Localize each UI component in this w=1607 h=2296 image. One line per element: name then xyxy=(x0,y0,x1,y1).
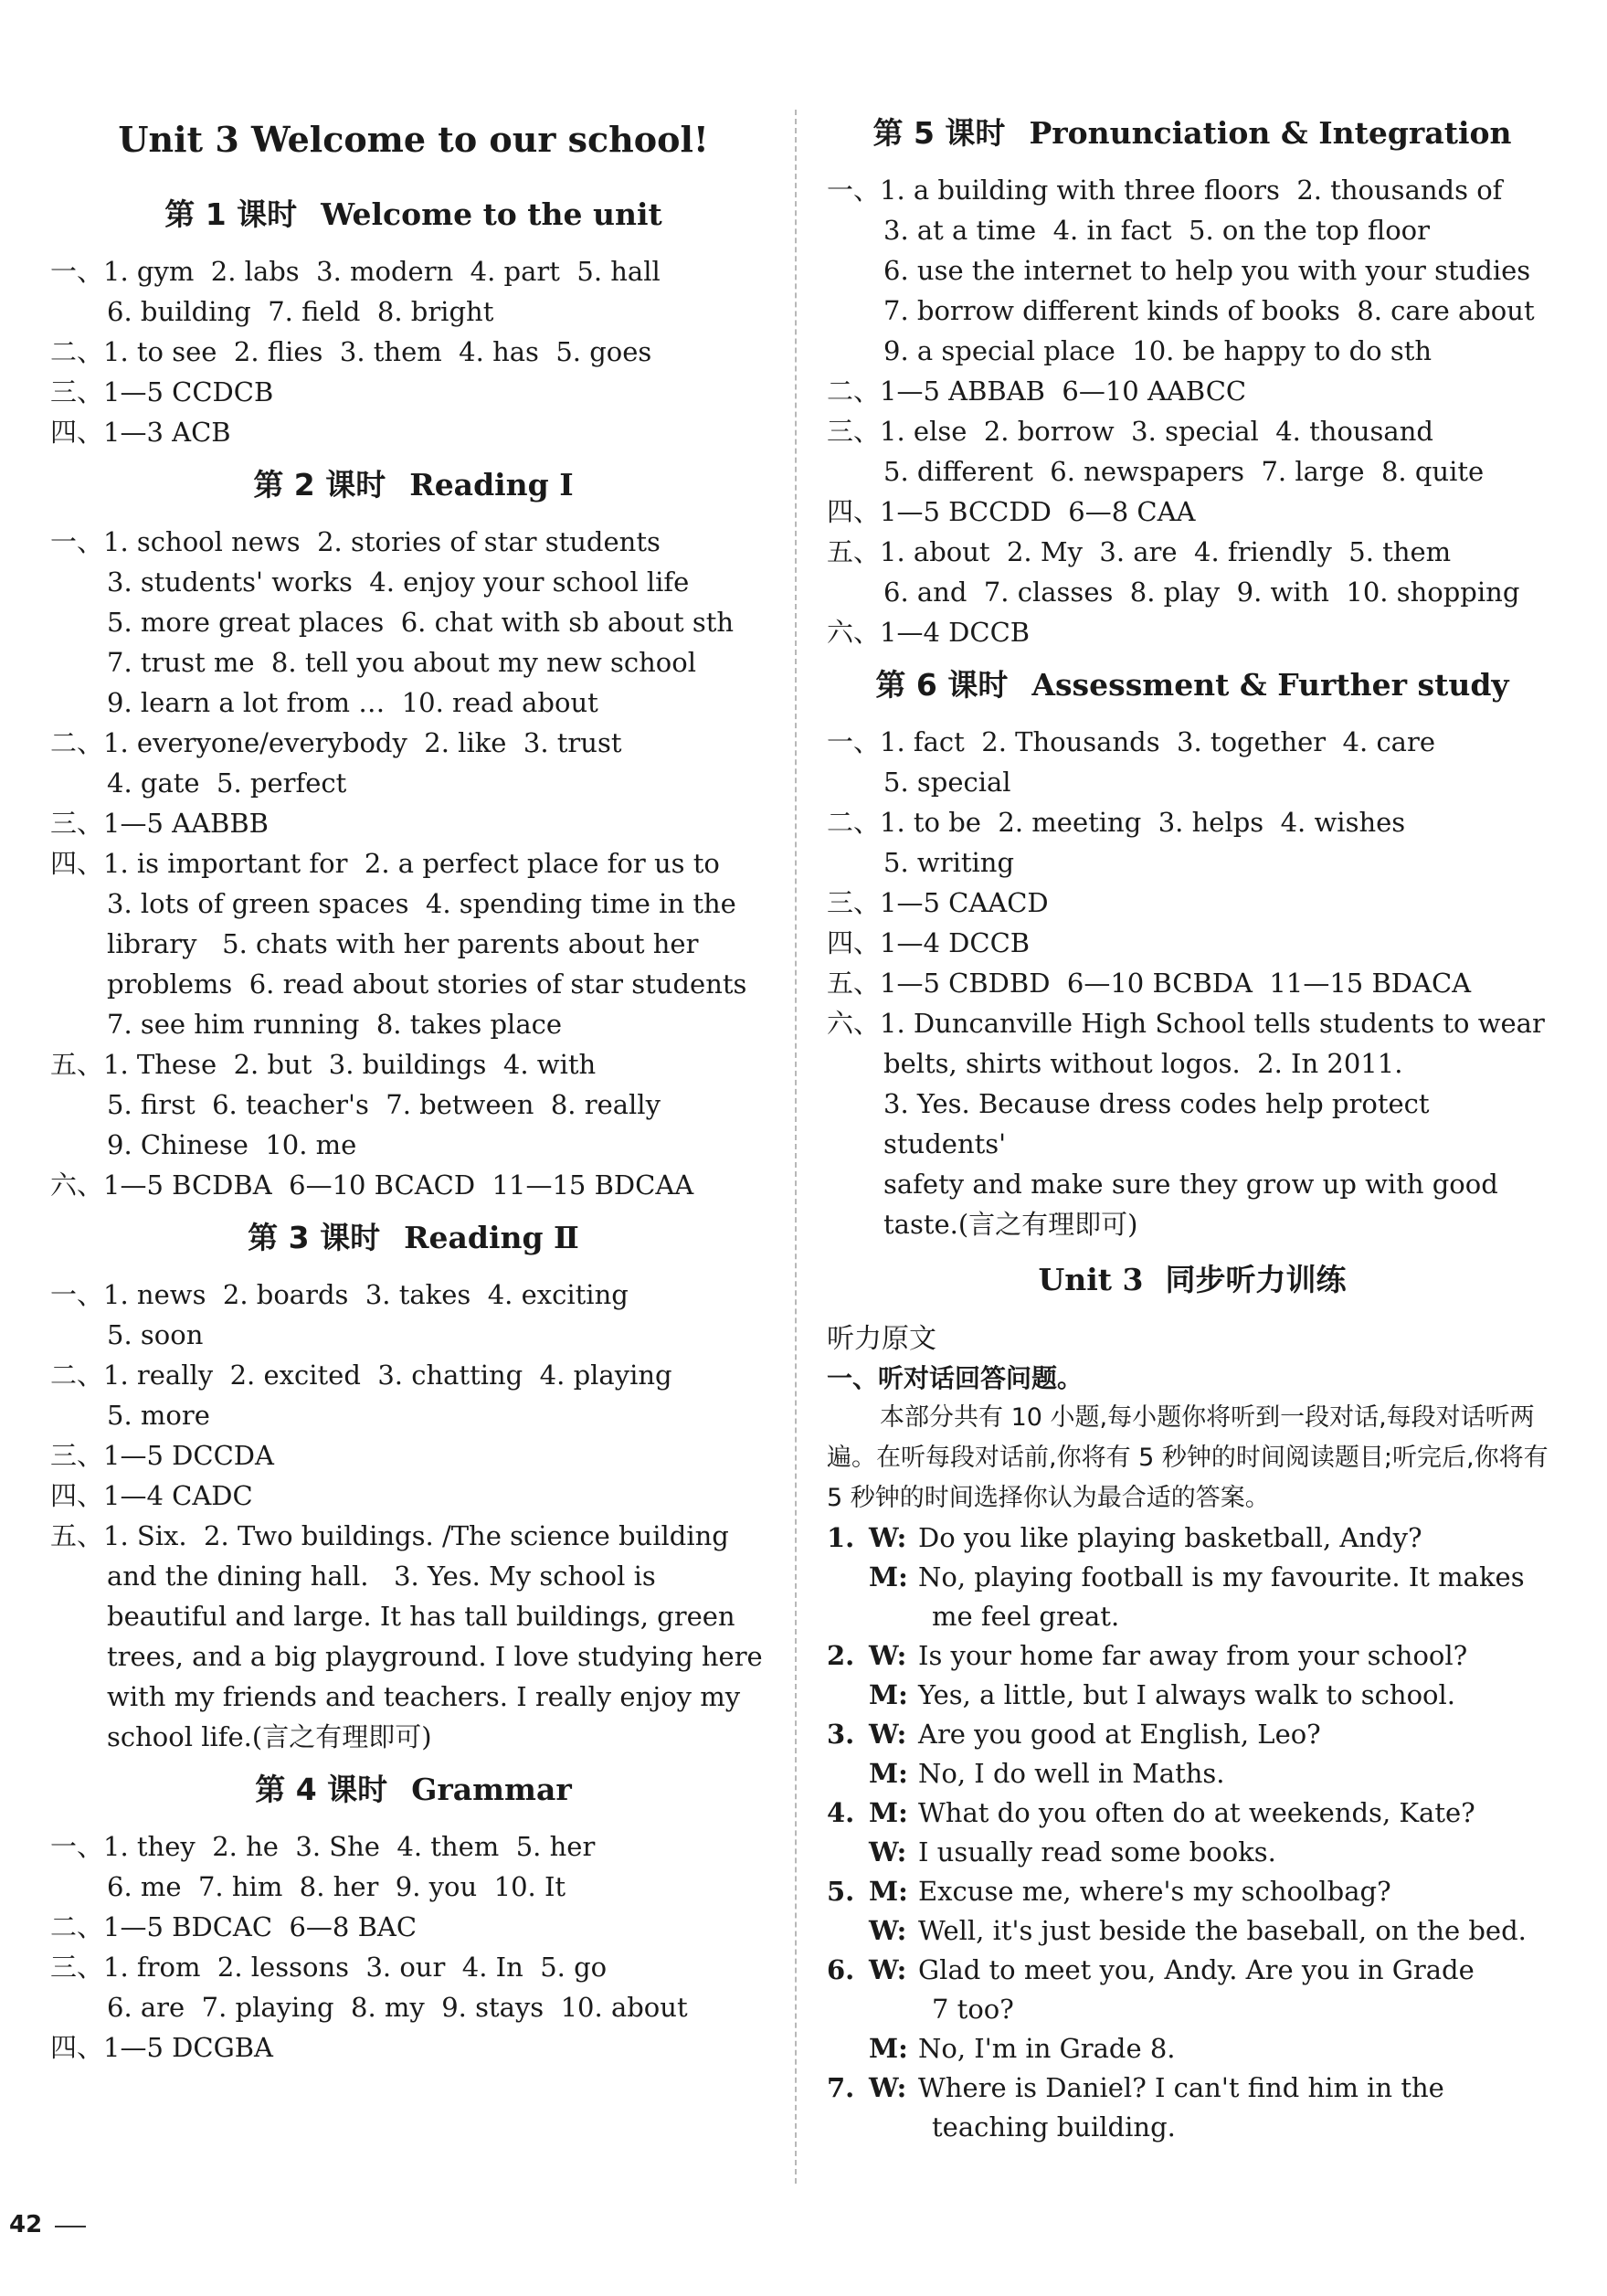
dialogue-text: No, I'm in Grade 8. xyxy=(918,2033,1176,2064)
answer-text: belts, shirts without logos. 2. In 2011. xyxy=(883,1048,1403,1079)
question-group-index: 二、 xyxy=(827,807,881,838)
answer-line xyxy=(827,291,1558,331)
question-group-index: 三、 xyxy=(50,1440,104,1471)
column-divider xyxy=(795,110,797,2184)
answer-line xyxy=(827,532,1558,572)
answer-line xyxy=(827,612,1558,652)
question-group-index: 四、 xyxy=(50,1480,104,1511)
answer-text: safety and make sure they grow up with good xyxy=(883,1169,1498,1200)
answer-line xyxy=(50,803,777,843)
answer-text: taste.(言之有理即可) xyxy=(883,1209,1138,1240)
listening-instructions: 本部分共有 10 小题,每小题你将听到一段对话,每段对话听两遍。在听每段对话前,你将有 5 秒钟的时间阅读题目;听完后,你将有 5 秒钟的时间选择你认为最合适的答案。 xyxy=(827,1403,1549,1512)
section-title xyxy=(50,195,777,235)
dialogue-text: Do you like playing basketball, Andy? xyxy=(918,1522,1422,1553)
answer-text: 1. they 2. he 3. She 4. them 5. her xyxy=(103,1831,596,1862)
answer-text: 1. These 2. but 3. buildings 4. with xyxy=(103,1049,597,1080)
answer-line xyxy=(50,291,777,332)
answer-line xyxy=(827,722,1558,762)
answer-text: 1. Duncanville High School tells students to wear xyxy=(880,1008,1545,1039)
answer-line xyxy=(827,963,1558,1003)
answer-line xyxy=(827,842,1558,883)
section-title xyxy=(50,465,777,505)
answer-text: 5. soon xyxy=(107,1319,204,1350)
listening-title xyxy=(827,1259,1558,1301)
answer-line xyxy=(50,2027,777,2068)
question-group-index: 四、 xyxy=(50,417,104,448)
dialogue-text: teaching building. xyxy=(932,2111,1176,2143)
answer-line xyxy=(827,1003,1558,1043)
question-group-index: 一、 xyxy=(50,1831,104,1862)
question-group-index: 一、 xyxy=(50,526,104,557)
dialogue-line xyxy=(827,1518,1558,1558)
answer-line xyxy=(827,1164,1558,1204)
speaker-label: M: xyxy=(869,1758,908,1789)
answer-line xyxy=(827,762,1558,802)
question-group-index: 一、 xyxy=(827,175,881,206)
dialogue-text: Well, it's just beside the baseball, on the bed. xyxy=(918,1915,1527,1946)
question-group-index: 三、 xyxy=(50,808,104,839)
answer-text: 6. use the internet to help you with your studies xyxy=(883,255,1531,286)
listening-script-heading: 听力原文 xyxy=(827,1323,936,1355)
question-group-index: 四、 xyxy=(50,848,104,879)
answer-text: 1—5 CAACD xyxy=(880,887,1049,918)
question-group-index: 三、 xyxy=(827,416,881,447)
answer-line xyxy=(827,371,1558,411)
answer-text: 1—4 DCCB xyxy=(880,927,1031,958)
answer-line xyxy=(50,1826,777,1867)
speaker-label: M: xyxy=(869,1561,908,1592)
answer-text: 1. to see 2. flies 3. them 4. has 5. goes xyxy=(103,336,652,367)
answer-text: beautiful and large. It has tall buildings, green xyxy=(107,1601,735,1632)
dialogue-text: What do you often do at weekends, Kate? xyxy=(918,1797,1475,1828)
dialogue-text: No, I do well in Maths. xyxy=(918,1758,1225,1789)
listening-unit: Unit 3 xyxy=(1038,1262,1144,1297)
dialogue-line xyxy=(827,1793,1558,1833)
dialogue-number: 3. xyxy=(827,1719,855,1750)
speaker-label: M: xyxy=(869,1876,908,1907)
answer-line xyxy=(827,411,1558,451)
answer-text: with my friends and teachers. I really enjoy my xyxy=(107,1681,741,1712)
question-group-index: 一、 xyxy=(50,1279,104,1310)
answer-line xyxy=(50,1987,777,2027)
dialogue-line xyxy=(827,2029,1558,2069)
answer-text: 9. a special place 10. be happy to do sth xyxy=(883,335,1433,366)
answer-text: 3. students' works 4. enjoy your school life xyxy=(107,566,690,598)
answer-text: 6. are 7. playing 8. my 9. stays 10. about xyxy=(107,1992,688,2023)
answer-line xyxy=(50,1556,777,1596)
speaker-label: W: xyxy=(869,1522,907,1553)
question-group-index: 二、 xyxy=(50,1911,104,1942)
dialogue-number: 2. xyxy=(827,1640,855,1671)
dialogue-line xyxy=(827,1597,1558,1636)
answer-line xyxy=(50,1165,777,1205)
section-lesson-number: 第 1 课时 xyxy=(164,196,298,232)
dialogue-text: Glad to meet you, Andy. Are you in Grade xyxy=(918,1954,1475,1985)
section-lesson-number: 第 3 课时 xyxy=(248,1220,381,1255)
question-group-index: 四、 xyxy=(50,2032,104,2063)
answer-line xyxy=(50,682,777,723)
answer-text: 5. writing xyxy=(883,847,1015,878)
question-group-index: 二、 xyxy=(827,376,881,407)
answer-line xyxy=(827,1204,1558,1244)
question-group-index: 一、 xyxy=(827,726,881,757)
answer-text: 6. building 7. field 8. bright xyxy=(107,296,494,327)
speaker-label: M: xyxy=(869,1797,908,1828)
dialogue-number: 4. xyxy=(827,1797,855,1828)
answer-text: 5. different 6. newspapers 7. large 8. quite xyxy=(883,456,1485,487)
answer-line xyxy=(827,1084,1558,1164)
left-column xyxy=(50,101,777,2068)
speaker-label: M: xyxy=(869,1679,908,1710)
dialogue-text: 7 too? xyxy=(932,1994,1014,2025)
answer-text: 3. at a time 4. in fact 5. on the top floor xyxy=(883,215,1430,246)
answer-line xyxy=(50,1085,777,1125)
answer-text: 1—5 DCCDA xyxy=(103,1440,274,1471)
section-title xyxy=(827,113,1558,153)
question-group-index: 六、 xyxy=(827,617,881,648)
dialogue-line xyxy=(827,1990,1558,2029)
answer-text: 5. more great places 6. chat with sb about sth xyxy=(107,607,735,638)
answer-line xyxy=(50,1004,777,1044)
answer-line xyxy=(50,642,777,682)
question-group-index: 二、 xyxy=(50,727,104,758)
speaker-label: W: xyxy=(869,2072,907,2103)
answer-line xyxy=(50,1355,777,1395)
answer-text: 9. Chinese 10. me xyxy=(107,1129,357,1160)
answer-text: 1—5 BDCAC 6—8 BAC xyxy=(103,1911,418,1942)
question-group-index: 四、 xyxy=(827,496,881,527)
answer-line xyxy=(50,1947,777,1987)
dialogue-line xyxy=(827,1558,1558,1597)
answer-text: 1. Six. 2. Two buildings. /The science building xyxy=(103,1520,729,1551)
dialogue-text: Are you good at English, Leo? xyxy=(918,1719,1321,1750)
answer-text: 5. first 6. teacher's 7. between 8. really xyxy=(107,1089,661,1120)
page-number: 42 xyxy=(9,2211,43,2238)
answer-line xyxy=(50,1677,777,1717)
question-group-index: 三、 xyxy=(50,376,104,407)
right-column xyxy=(827,101,1558,2147)
dialogue-line xyxy=(827,2069,1558,2108)
question-group-index: 三、 xyxy=(50,1952,104,1983)
speaker-label: M: xyxy=(869,2033,908,2064)
unit-title: Unit 3 Welcome to our school! xyxy=(118,119,709,160)
section-name: Assessment & Further study xyxy=(1031,667,1509,703)
answer-line xyxy=(50,723,777,763)
section-title xyxy=(50,1218,777,1258)
answer-line xyxy=(50,1717,777,1757)
answer-line xyxy=(50,1516,777,1556)
answer-text: 1—4 DCCB xyxy=(880,617,1031,648)
dialogue-number: 5. xyxy=(827,1876,855,1907)
answer-text: 1—5 ABBAB 6—10 AABCC xyxy=(880,376,1247,407)
dialogue-text: Excuse me, where's my schoolbag? xyxy=(918,1876,1391,1907)
answer-line xyxy=(50,924,777,964)
dialogue-line xyxy=(827,1636,1558,1676)
answer-line xyxy=(50,883,777,924)
answer-line xyxy=(50,763,777,803)
answer-line xyxy=(827,492,1558,532)
speaker-label: W: xyxy=(869,1719,907,1750)
listening-part-heading: 一、听对话回答问题。 xyxy=(827,1363,1084,1393)
answer-line xyxy=(50,1476,777,1516)
question-group-index: 六、 xyxy=(50,1169,104,1201)
section-lesson-number: 第 5 课时 xyxy=(872,115,1006,151)
listening-title-zh: 同步听力训练 xyxy=(1165,1262,1347,1297)
answer-text: 4. gate 5. perfect xyxy=(107,767,347,799)
answer-text: 1. a building with three floors 2. thousands of xyxy=(880,175,1503,206)
question-group-index: 五、 xyxy=(50,1520,104,1551)
dialogue-line xyxy=(827,1833,1558,1872)
answer-line xyxy=(50,602,777,642)
answer-text: 1. to be 2. meeting 3. helps 4. wishes xyxy=(880,807,1406,838)
answer-text: school life.(言之有理即可) xyxy=(107,1721,432,1752)
speaker-label: W: xyxy=(869,1954,907,1985)
dialogue-line xyxy=(827,1754,1558,1793)
answer-text: 5. more xyxy=(107,1400,210,1431)
answer-line xyxy=(50,1596,777,1636)
answer-line xyxy=(827,170,1558,210)
dialogue-text: No, playing football is my favourite. It makes xyxy=(918,1561,1525,1592)
answer-text: 1—5 DCGBA xyxy=(103,2032,273,2063)
answer-text: 5. special xyxy=(883,767,1011,798)
speaker-label: W: xyxy=(869,1640,907,1671)
dialogue-number: 6. xyxy=(827,1954,855,1985)
answer-text: 7. borrow different kinds of books 8. care about xyxy=(883,295,1535,326)
answer-text: 1—5 BCCDD 6—8 CAA xyxy=(880,496,1196,527)
answer-line xyxy=(50,522,777,562)
answer-line xyxy=(50,1907,777,1947)
dialogue-line xyxy=(827,1951,1558,1990)
answer-text: 7. see him running 8. takes place xyxy=(107,1009,563,1040)
answer-text: problems 6. read about stories of star students xyxy=(107,968,747,1000)
answer-text: 6. and 7. classes 8. play 9. with 10. shopping xyxy=(883,577,1520,608)
answer-line xyxy=(50,1125,777,1165)
answer-text: 1. news 2. boards 3. takes 4. exciting xyxy=(103,1279,629,1310)
question-group-index: 二、 xyxy=(50,1360,104,1391)
answer-text: library 5. chats with her parents about her xyxy=(107,928,699,959)
answer-text: 1—5 CBDBD 6—10 BCBDA 11—15 BDACA xyxy=(880,968,1472,999)
answer-line xyxy=(50,372,777,412)
question-group-index: 二、 xyxy=(50,336,104,367)
dialogue-text: I usually read some books. xyxy=(918,1836,1276,1867)
dialogue-text: Where is Daniel? I can't find him in the xyxy=(918,2072,1444,2103)
answer-line xyxy=(50,1636,777,1677)
question-group-index: 五、 xyxy=(827,968,881,999)
answer-line xyxy=(50,562,777,602)
answer-line xyxy=(827,451,1558,492)
answer-line xyxy=(827,1043,1558,1084)
answer-line xyxy=(50,1044,777,1085)
answer-text: 1—4 CADC xyxy=(103,1480,253,1511)
question-group-index: 六、 xyxy=(827,1008,881,1039)
answer-line xyxy=(827,331,1558,371)
section-name: Reading Ⅰ xyxy=(409,467,574,503)
section-title xyxy=(50,1770,777,1810)
section-lesson-number: 第 2 课时 xyxy=(253,467,386,503)
answer-text: trees, and a big playground. I love studying here xyxy=(107,1641,763,1672)
section-lesson-number: 第 6 课时 xyxy=(875,667,1009,703)
answer-text: 1. is important for 2. a perfect place for us to xyxy=(103,848,720,879)
speaker-label: W: xyxy=(869,1915,907,1946)
dialogue-number: 1. xyxy=(827,1522,855,1553)
answer-text: 1—5 BCDBA 6—10 BCACD 11—15 BDCAA xyxy=(103,1169,694,1201)
question-group-index: 三、 xyxy=(827,887,881,918)
answer-text: 1. from 2. lessons 3. our 4. In 5. go xyxy=(103,1952,608,1983)
answer-text: 1. school news 2. stories of star students xyxy=(103,526,661,557)
dialogue-text: Yes, a little, but I always walk to school. xyxy=(918,1679,1456,1710)
page-number-dash xyxy=(55,2226,86,2227)
answer-text: 3. Yes. Because dress codes help protect students' xyxy=(883,1088,1438,1159)
answer-line xyxy=(827,802,1558,842)
question-group-index: 五、 xyxy=(50,1049,104,1080)
answer-line xyxy=(50,1395,777,1435)
answer-text: 1. about 2. My 3. are 4. friendly 5. them xyxy=(880,536,1452,567)
question-group-index: 一、 xyxy=(50,256,104,287)
answer-line xyxy=(50,1867,777,1907)
answer-line xyxy=(827,883,1558,923)
speaker-label: W: xyxy=(869,1836,907,1867)
answer-line xyxy=(827,210,1558,250)
dialogue-text: Is your home far away from your school? xyxy=(918,1640,1468,1671)
answer-text: 1—5 CCDCB xyxy=(103,376,274,407)
question-group-index: 五、 xyxy=(827,536,881,567)
answer-text: 6. me 7. him 8. her 9. you 10. It xyxy=(107,1871,566,1902)
section-name: Reading Ⅱ xyxy=(404,1220,579,1255)
answer-text: 1. fact 2. Thousands 3. together 4. care xyxy=(880,726,1435,757)
dialogue-line xyxy=(827,1676,1558,1715)
section-lesson-number: 第 4 课时 xyxy=(255,1772,388,1807)
answer-line xyxy=(50,251,777,291)
answer-line xyxy=(50,412,777,452)
answer-text: 1—5 AABBB xyxy=(103,808,269,839)
dialogue-line xyxy=(827,1715,1558,1754)
section-name: Welcome to the unit xyxy=(321,196,662,232)
answer-line xyxy=(50,1315,777,1355)
answer-text: 3. lots of green spaces 4. spending time in the xyxy=(107,888,736,919)
answer-line xyxy=(827,250,1558,291)
answer-line xyxy=(50,843,777,883)
dialogue-line xyxy=(827,1911,1558,1951)
answer-line xyxy=(50,964,777,1004)
dialogue-text: me feel great. xyxy=(932,1601,1120,1632)
answer-line xyxy=(50,1435,777,1476)
answer-line xyxy=(50,1275,777,1315)
section-title xyxy=(827,665,1558,705)
answer-text: 1—3 ACB xyxy=(103,417,231,448)
section-name: Grammar xyxy=(411,1772,572,1807)
answer-line xyxy=(827,572,1558,612)
dialogue-line xyxy=(827,2108,1558,2147)
answer-text: 1. really 2. excited 3. chatting 4. playing xyxy=(103,1360,672,1391)
answer-line xyxy=(50,332,777,372)
answer-text: 1. else 2. borrow 3. special 4. thousand xyxy=(880,416,1433,447)
answer-text: 1. gym 2. labs 3. modern 4. part 5. hall xyxy=(103,256,661,287)
section-name: Pronunciation & Integration xyxy=(1029,115,1512,151)
answer-line xyxy=(827,923,1558,963)
dialogue-line xyxy=(827,1872,1558,1911)
dialogue-number: 7. xyxy=(827,2072,855,2103)
question-group-index: 四、 xyxy=(827,927,881,958)
answer-text: 1. everyone/everybody 2. like 3. trust xyxy=(103,727,622,758)
answer-text: 9. learn a lot from … 10. read about xyxy=(107,687,598,718)
answer-text: and the dining hall. 3. Yes. My school is xyxy=(107,1561,656,1592)
answer-text: 7. trust me 8. tell you about my new school xyxy=(107,647,696,678)
